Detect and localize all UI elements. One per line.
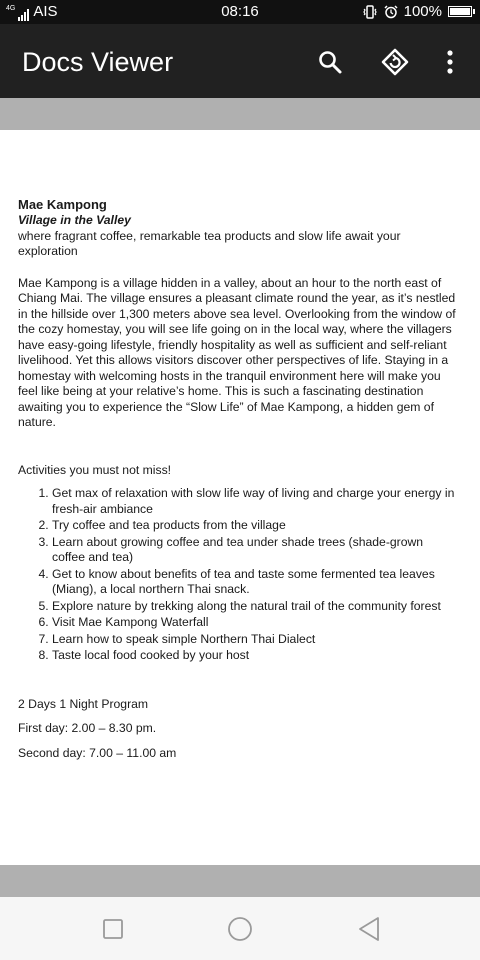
list-item: 1. Get max of relaxation with slow life way of living and charge your energy in fresh-air ambiance <box>52 486 458 517</box>
list-item: 2. Try coffee and tea products from the village <box>52 518 458 534</box>
program-first-day: First day: 2.00 – 8.30 pm. <box>18 721 157 735</box>
list-item: 4. Get to know about benefits of tea and taste some fermented tea leaves (Miang), a local northern Thai snack. <box>52 567 458 598</box>
app-title: Docs Viewer <box>22 47 174 77</box>
home-icon <box>226 915 254 943</box>
more-options-button[interactable] <box>430 42 470 82</box>
search-button[interactable] <box>310 42 350 82</box>
rotate-icon <box>380 47 410 77</box>
battery-icon <box>448 6 472 17</box>
document-subtitle: Village in the Valley <box>18 213 131 227</box>
viewer-margin-bottom <box>0 865 480 897</box>
back-icon <box>357 916 381 942</box>
battery-percent: 100% <box>403 3 442 20</box>
more-vert-icon <box>446 49 454 75</box>
navigation-bar <box>0 897 480 960</box>
rotate-button[interactable] <box>375 42 415 82</box>
document-content <box>18 197 458 770</box>
list-item: 5. Explore nature by trekking along the natural trail of the community forest <box>52 599 458 615</box>
status-bar <box>0 0 480 24</box>
carrier-name: AIS <box>33 3 58 20</box>
recents-icon <box>102 918 124 940</box>
vibrate-icon <box>362 5 378 19</box>
intro-paragraph: Mae Kampong is a village hidden in a valley, about an hour to the north east of Chiang Mai. The village ensures a pleasant climate round the year, as it’s nestled in the hillside over 1,300 meters above sea level. Overlooking from the window of the cozy homestay, you will see life going on in the local way, where the villagers have easy-going lifestyle, friendly hospitality as well as sufficient and self-reliant livelihood. Yet this allows visitors discover other perspectives of life. Staying in a homestay with welcoming hosts in the tranquil environment here will make you feel like being at your relative’s home. This is such a fascinating destination awaiting you to experience the “Slow Life” of Mae Kampong, a hidden gem of nature. <box>18 275 456 429</box>
list-item: 3. Learn about growing coffee and tea under shade trees (shade-grown coffee and tea) <box>52 535 458 566</box>
network-type: 4G <box>6 5 16 12</box>
list-item: 6. Visit Mae Kampong Waterfall <box>52 615 458 631</box>
status-right <box>362 3 472 20</box>
activities-list <box>18 486 458 664</box>
program-second-day: Second day: 7.00 – 11.00 am <box>18 745 177 760</box>
app-bar <box>0 24 480 98</box>
status-time: 08:16 <box>221 3 259 20</box>
document-title: Mae Kampong <box>18 197 107 212</box>
activities-heading: Activities you must not miss! <box>18 462 172 477</box>
document-tagline: where fragrant coffee, remarkable tea products and slow life await your exploration <box>18 228 401 258</box>
home-button[interactable] <box>225 914 255 944</box>
document-page[interactable] <box>0 130 480 865</box>
list-item: 8. Taste local food cooked by your host <box>52 648 458 664</box>
viewer-margin-top <box>0 98 480 130</box>
search-icon <box>317 49 343 75</box>
back-button[interactable] <box>354 914 384 944</box>
program-section <box>18 697 458 762</box>
alarm-icon <box>384 5 398 19</box>
recents-button[interactable] <box>98 914 128 944</box>
program-title: 2 Days 1 Night Program <box>18 696 149 711</box>
list-item: 7. Learn how to speak simple Northern Thai Dialect <box>52 632 458 648</box>
